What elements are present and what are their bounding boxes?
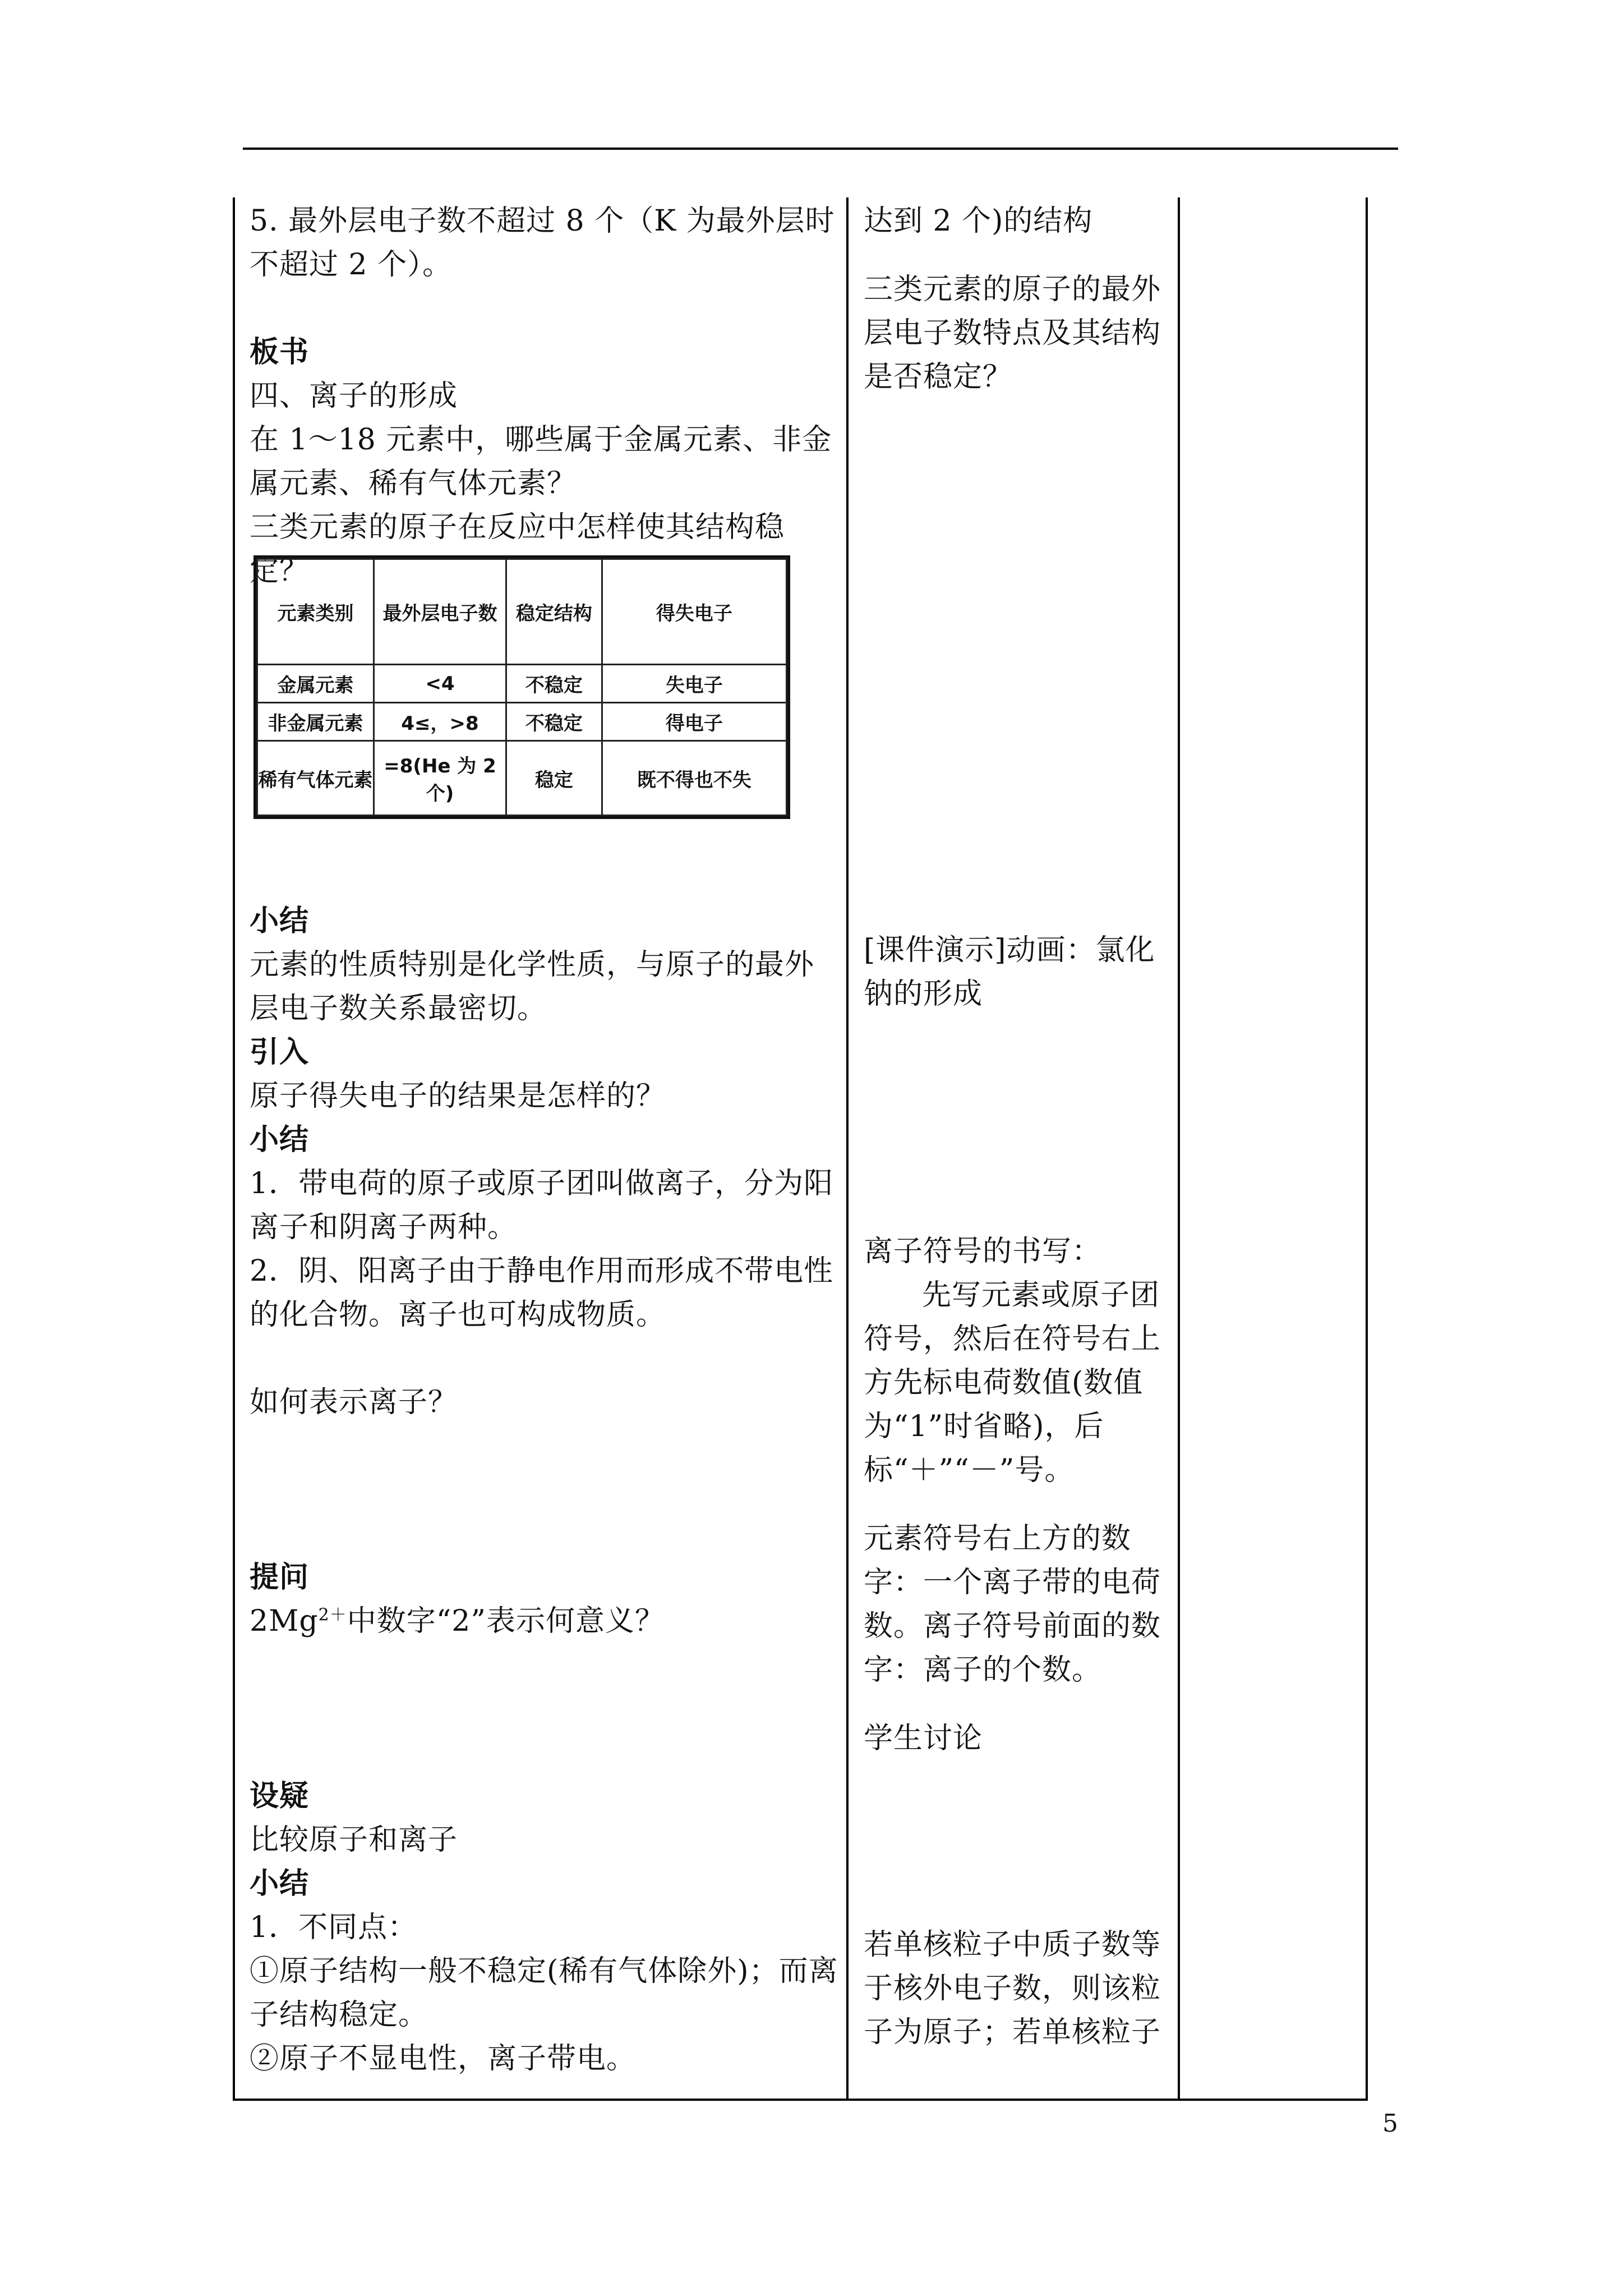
header-cell: 最外层电子数 (374, 559, 506, 665)
header-cell: 稳定结构 (506, 559, 602, 665)
courseware-note (864, 928, 1169, 1016)
table-cell: 非金属元素 (257, 703, 374, 741)
question-mg-ion (250, 1599, 838, 1643)
section-heading-banshu: 板书 (250, 335, 310, 369)
mg-ion-question: 中数字“2”表示何意义？ (347, 1604, 665, 1638)
rule-5-text: 5. 最外层电子数不超过 8 个（K 为最外层时不超过 2 个）。 (250, 204, 835, 282)
table-row (257, 665, 787, 703)
right-text-2: 三类元素的原子的最外层电子数特点及其结构是否稳定？ (864, 273, 1161, 394)
particle-rule: 若单核粒子中质子数等于核外电子数，则该粒子为原子；若单核粒子 (864, 1928, 1161, 2049)
table-cell: 失电子 (602, 665, 786, 703)
table-divider-2 (1178, 197, 1180, 2101)
intro-question: 原子得失电子的结果是怎样的？ (250, 1079, 666, 1113)
summary-point-1: 1．带电荷的原子或原子团叫做离子，分为阳离子和阴离子两种。 (250, 1167, 834, 1244)
table-cell: 不稳定 (506, 703, 602, 741)
right-column (864, 199, 1169, 399)
number-meaning: 元素符号右上方的数字：一个离子带的电荷数。离子符号前面的数字：离子的个数。 (864, 1522, 1161, 1687)
summary-text-1: 元素的性质特别是化学性质，与原子的最外层电子数关系最密切。 (250, 948, 815, 1025)
table-row (257, 703, 787, 741)
question-represent-ion: 如何表示离子？ (250, 1386, 458, 1419)
section-title: 四、离子的形成 (250, 379, 458, 413)
table-cell: 稳定 (506, 741, 602, 816)
left-column (250, 199, 838, 2081)
section-heading-summary-1: 小结 (250, 904, 310, 938)
particle-note (864, 1923, 1169, 2054)
section-heading-doubt: 设疑 (250, 1779, 310, 1813)
table-cell: 既不得也不失 (602, 741, 786, 816)
mg-ion-charge: 2＋ (318, 1605, 347, 1625)
ion-symbol-rule: 先写元素或原子团符号，然后在符号右上方先标电荷数值(数值为“1”时省略)，后标“＋”“－”号。 (864, 1278, 1161, 1487)
difference-heading: 1．不同点： (250, 1911, 418, 1944)
ion-symbol-note (864, 1230, 1169, 1760)
table-border-right (1366, 197, 1368, 2101)
student-discussion: 学生讨论 (864, 1722, 983, 1755)
summary-point-2: 2．阴、阳离子由于静电作用而形成不带电性的化合物。离子也可构成物质。 (250, 1254, 834, 1332)
table-row (257, 741, 787, 816)
header-cell: 得失电子 (602, 559, 786, 665)
difference-2: ②原子不显电性，离子带电。 (250, 2042, 637, 2076)
header-rule (243, 148, 1398, 150)
section-heading-question: 提问 (250, 1561, 310, 1594)
right-text-1: 达到 2 个)的结构 (864, 204, 1093, 238)
element-category-table (253, 555, 790, 819)
table-cell: =8(He 为 2 个) (374, 741, 506, 816)
table-border-left (233, 197, 235, 2101)
question-stability: 三类元素的原子在反应中怎样使其结构稳定？ (250, 510, 785, 588)
section-heading-summary-3: 小结 (250, 1867, 310, 1901)
table-cell: <4 (374, 665, 506, 703)
difference-1: ①原子结构一般不稳定(稀有气体除外)；而离子结构稳定。 (250, 1954, 838, 2032)
section-heading-intro: 引入 (250, 1036, 310, 1069)
ion-symbol-title: 离子符号的书写： (864, 1235, 1102, 1268)
table-cell: 稀有气体元素 (257, 741, 374, 816)
table-cell: 得电子 (602, 703, 786, 741)
compare-text: 比较原子和离子 (250, 1823, 458, 1857)
table-cell: 不稳定 (506, 665, 602, 703)
mg-ion-formula: 2Mg (250, 1604, 319, 1638)
header-cell: 元素类别 (257, 559, 374, 665)
table-header-row (257, 559, 787, 665)
page-number: 5 (1382, 2109, 1398, 2138)
courseware-demo: [课件演示]动画：氯化钠的形成 (864, 933, 1155, 1011)
section-heading-summary-2: 小结 (250, 1123, 310, 1157)
question-element-types: 在 1～18 元素中，哪些属于金属元素、非金属元素、稀有气体元素？ (250, 423, 832, 500)
table-border-bottom (233, 2099, 1368, 2101)
table-cell: 4≤，>8 (374, 703, 506, 741)
table-divider-1 (846, 197, 849, 2101)
table-cell: 金属元素 (257, 665, 374, 703)
